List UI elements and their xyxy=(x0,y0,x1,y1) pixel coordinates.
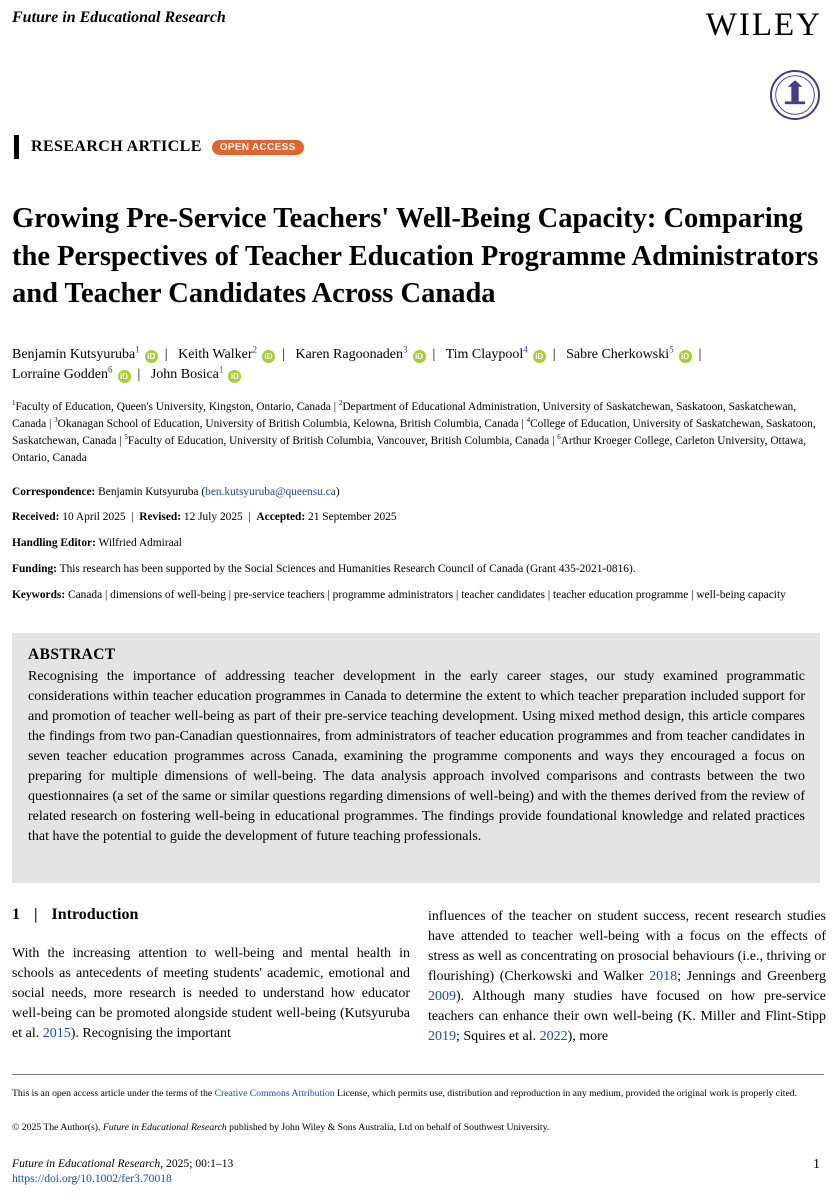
article-dates: Received: 10 April 2025 | Revised: 12 July 2025 | Accepted: 21 September 2025 xyxy=(12,511,397,523)
orcid-icon[interactable]: iD xyxy=(262,350,275,363)
page-number: 1 xyxy=(813,1157,820,1172)
orcid-icon[interactable]: iD xyxy=(413,350,426,363)
keywords: Keywords: Canada | dimensions of well-being | pre-service teachers | programme administrators | teacher candidates | teacher education programme | well-being capacity xyxy=(12,589,786,601)
author[interactable]: Lorraine Godden$^6$iD xyxy=(12,367,131,382)
citation-link[interactable]: 2019 xyxy=(428,1029,456,1044)
citation-link[interactable]: 2022 xyxy=(539,1029,568,1044)
article-type-row xyxy=(14,135,304,159)
funding: Funding: This research has been supported by the Social Sciences and Humanities Research Council of Canada (Grant 435-2021-0816). xyxy=(12,563,636,575)
author[interactable]: Tim Claypool$^4$iD xyxy=(446,347,546,362)
publisher-logo: WILEY xyxy=(705,7,822,43)
licence-link[interactable]: Creative Commons Attribution xyxy=(214,1088,335,1099)
licence-note: This is an open access article under the terms of the Creative Commons Attribution License, which permits use, distribution and reproduction in any medium, provided the original work is properly cited. xyxy=(12,1088,798,1099)
orcid-icon[interactable]: iD xyxy=(679,350,692,363)
affiliations: $^1$Faculty of Education, Queen's University, Kingston, Ontario, Canada | $^2$Department of Educational Administration, University of Saskatchewan, Saskatoon, Saskatchewan, Canada | $^3$Okanagan School of Education, University of British Columbia, Kelowna, British Columbia, Canada | $^4$College of Education, University of Saskatchewan, Saskatoon, Saskatchewan, Canada | $^5$Faculty of Education, University of British Columbia, Vancouver, British Columbia, Canada | $^6$Arthur Kroeger College, Carleton University, Ottawa, Ontario, Canada xyxy=(12,399,816,464)
email-link[interactable]: ben.kutsyuruba@queensu.ca xyxy=(205,486,336,498)
article-type-bar xyxy=(14,135,19,159)
correspondence: Correspondence: Benjamin Kutsyuruba (ben.kutsyuruba@queensu.ca) xyxy=(12,486,340,498)
abstract-box xyxy=(12,633,820,883)
abstract-heading: ABSTRACT xyxy=(28,646,116,663)
abstract-text: Recognising the importance of addressing teacher development in the early career stages, our study examined programmatic considerations within teacher education programmes in Canada to determine the extent to which teacher preparation included support for and promotion of teacher well-being as part of their pre-service teaching development. Using mixed method design, this article compares the findings from two pan-Canadian questionnaires, from administrators of teacher education programmes and from teacher candidates in seven teacher education programmes across Canada, examining the programme components and ways they encouraged a focus on preparing for multiple dimensions of well-being. The data analysis approach involved comparisons and contrasts between the two questionnaires (a set of the same or similar questions regarding dimensions of well-being) and with the themes derived from the review of related research on fostering well-being in educational programmes. The findings provide foundational knowledge and related practices that have the potential to guide the development of future teaching professionals. xyxy=(28,669,805,844)
orcid-icon[interactable]: iD xyxy=(118,370,131,383)
intro-right-column: influences of the teacher on student success, recent research studies have attended to teacher well-being with a focus on the effects of stress as well as concentrating on prosocial behaviours (i.e., thriving or flourishing) (Cherkowski and Walker 2018; Jennings and Greenberg 2009). Although many studies have focused on how pre-service teachers can enhance their own well-being (K. Miller and Flint-Stipp 2019; Squires et al. 2022), more xyxy=(428,909,826,1044)
article-title: Growing Pre-Service Teachers' Well-Being Capacity: Comparing the Perspectives of Teacher Education Programme Administrators and Teacher Candidates Across Canada xyxy=(12,203,819,309)
citation-link[interactable]: 2009 xyxy=(428,989,456,1004)
copyright: © 2025 The Author(s). Future in Educational Research published by John Wiley & Sons Australia, Ltd on behalf of Southwest University. xyxy=(12,1122,550,1133)
doi-link[interactable]: https://doi.org/10.1002/fer3.70018 xyxy=(12,1172,172,1185)
orcid-icon[interactable]: iD xyxy=(533,350,546,363)
handling-editor: Handling Editor: Wilfried Admiraal xyxy=(12,537,182,549)
author[interactable]: John Bosica$^1$iD xyxy=(151,367,242,382)
author[interactable]: Keith Walker$^2$iD xyxy=(178,347,275,362)
author[interactable]: Karen Ragoonaden$^3$iD xyxy=(295,347,425,362)
citation-link[interactable]: 2018 xyxy=(649,969,678,984)
section-heading: 1 | Introduction xyxy=(12,906,139,923)
article-type: RESEARCH ARTICLE xyxy=(31,138,202,155)
orcid-icon[interactable]: iD xyxy=(145,350,158,363)
author[interactable]: Benjamin Kutsyuruba$^1$iD xyxy=(12,347,158,362)
citation-link[interactable]: 2015 xyxy=(42,1026,71,1041)
orcid-icon[interactable]: iD xyxy=(228,370,241,383)
author-list: Benjamin Kutsyuruba$^1$iD | Keith Walker$^2$iD | Karen Ragoonaden$^3$iD | Tim Claypool$^4$iD | Sabre Cherkowski$^5$iD | Lorraine Godden$^6$iD | John Bosica$^1$iD xyxy=(12,344,702,382)
footer-citation: Future in Educational Research, 2025; 00:1–13 xyxy=(12,1157,234,1170)
footer-divider xyxy=(12,1074,824,1075)
university-seal-icon xyxy=(770,70,820,120)
journal-name: Future in Educational Research xyxy=(12,9,226,26)
author[interactable]: Sabre Cherkowski$^5$iD xyxy=(566,347,692,362)
intro-left-column: With the increasing attention to well-being and mental health in schools as antecedents of meeting students' academic, emotional and social needs, more research is needed to understand how educator well-being can be promoted alongside student well-being (Kutsyuruba et al. 2015). Recognising the important xyxy=(12,946,410,1041)
open-access-badge[interactable]: OPEN ACCESS xyxy=(212,140,304,155)
